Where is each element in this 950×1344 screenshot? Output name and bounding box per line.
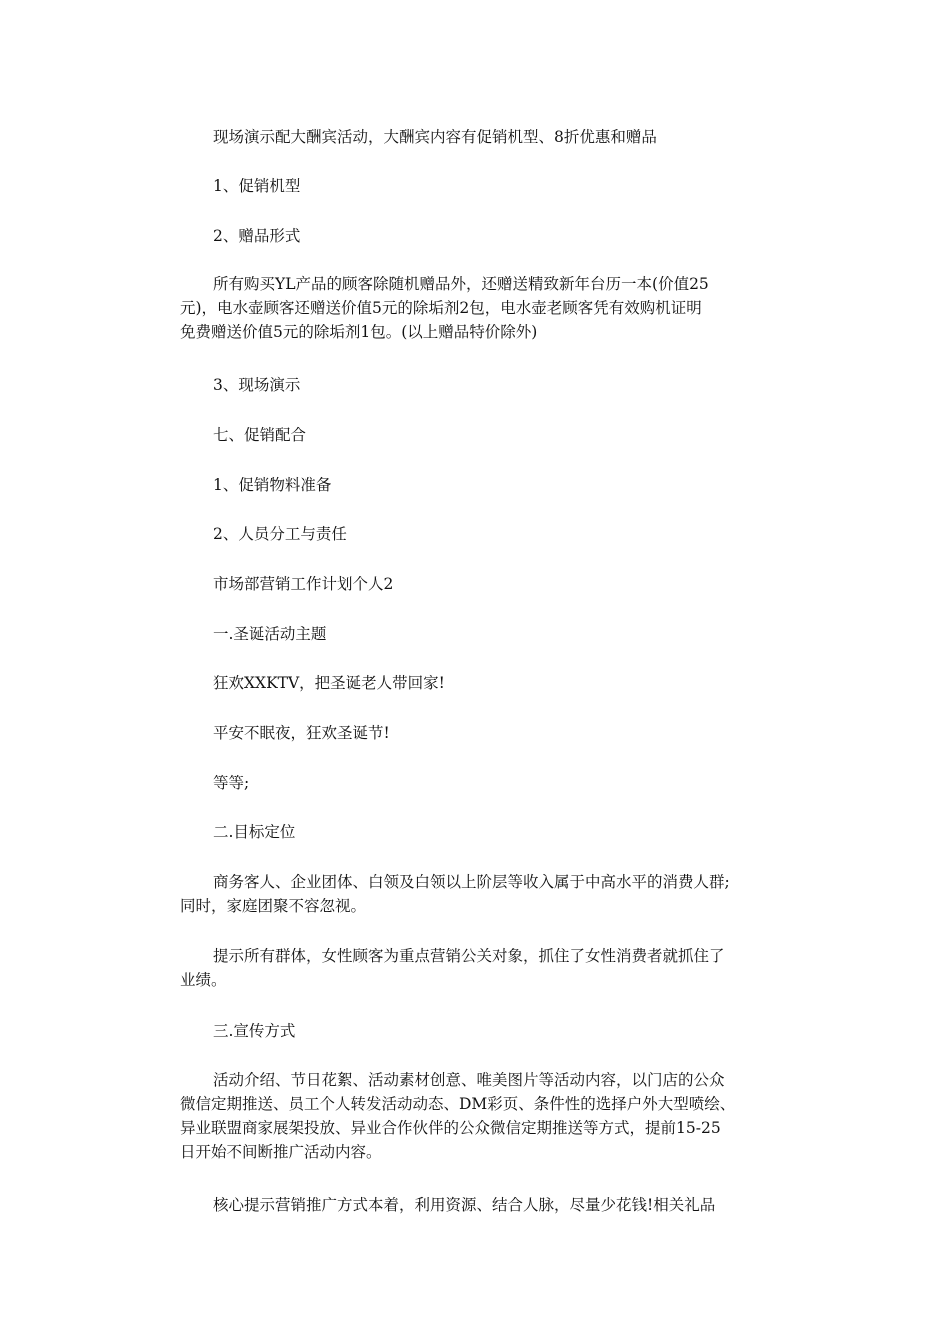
text-line: 提示所有群体，女性顾客为重点营销公关对象，抓住了女性消费者就抓住了 — [213, 947, 725, 965]
paragraph-target-audience — [180, 870, 780, 918]
section-heading-promotion-methods: 三.宣传方式 — [213, 1022, 296, 1040]
text-line: 免费赠送价值5元的除垢剂1包。(以上赠品特价除外) — [180, 323, 538, 341]
text-line: 所有购买YL产品的顾客除随机赠品外，还赠送精致新年台历一本(价值25 — [213, 275, 709, 293]
text-line: 同时，家庭团聚不容忽视。 — [180, 897, 367, 915]
paragraph-promo-demo: 现场演示配大酬宾活动，大酬宾内容有促销机型、8折优惠和赠品 — [213, 128, 657, 146]
slogan-2: 平安不眠夜，狂欢圣诞节! — [213, 724, 390, 742]
text-line: 活动介绍、节日花絮、活动素材创意、唯美图片等活动内容，以门店的公众 — [213, 1071, 725, 1089]
paragraph-promotion-details — [180, 1068, 780, 1164]
paragraph-materials: 1、促销物料准备 — [213, 476, 332, 494]
section-heading-christmas-theme: 一.圣诞活动主题 — [213, 625, 327, 643]
text-line: 元)，电水壶顾客还赠送价值5元的除垢剂2包，电水壶老顾客凭有效购机证明 — [180, 299, 702, 317]
text-line: 业绩。 — [180, 971, 227, 989]
paragraph-live-demo: 3、现场演示 — [213, 376, 301, 394]
paragraph-etc: 等等; — [213, 774, 250, 792]
text-line: 商务客人、企业团体、白领及白领以上阶层等收入属于中高水平的消费人群; — [213, 873, 730, 891]
paragraph-staff-roles: 2、人员分工与责任 — [213, 525, 347, 543]
paragraph-promo-models: 1、促销机型 — [213, 177, 301, 195]
section-heading-target: 二.目标定位 — [213, 823, 296, 841]
text-line: 异业联盟商家展架投放、异业合作伙伴的公众微信定期推送等方式，提前15-25 — [180, 1119, 721, 1137]
slogan-1: 狂欢XXKTV，把圣诞老人带回家! — [213, 674, 445, 692]
text-line: 微信定期推送、员工个人转发活动动态、DM彩页、条件性的选择户外大型喷绘、 — [180, 1095, 736, 1113]
paragraph-core-tip: 核心提示营销推广方式本着，利用资源、结合人脉，尽量少花钱!相关礼品 — [213, 1196, 716, 1214]
section-heading-promo-coordination: 七、促销配合 — [213, 426, 307, 444]
paragraph-female-focus — [180, 944, 780, 992]
document-subtitle: 市场部营销工作计划个人2 — [213, 575, 394, 593]
text-line: 日开始不间断推广活动内容。 — [180, 1143, 382, 1161]
paragraph-gift-details — [180, 272, 780, 344]
paragraph-gift-form: 2、赠品形式 — [213, 227, 301, 245]
